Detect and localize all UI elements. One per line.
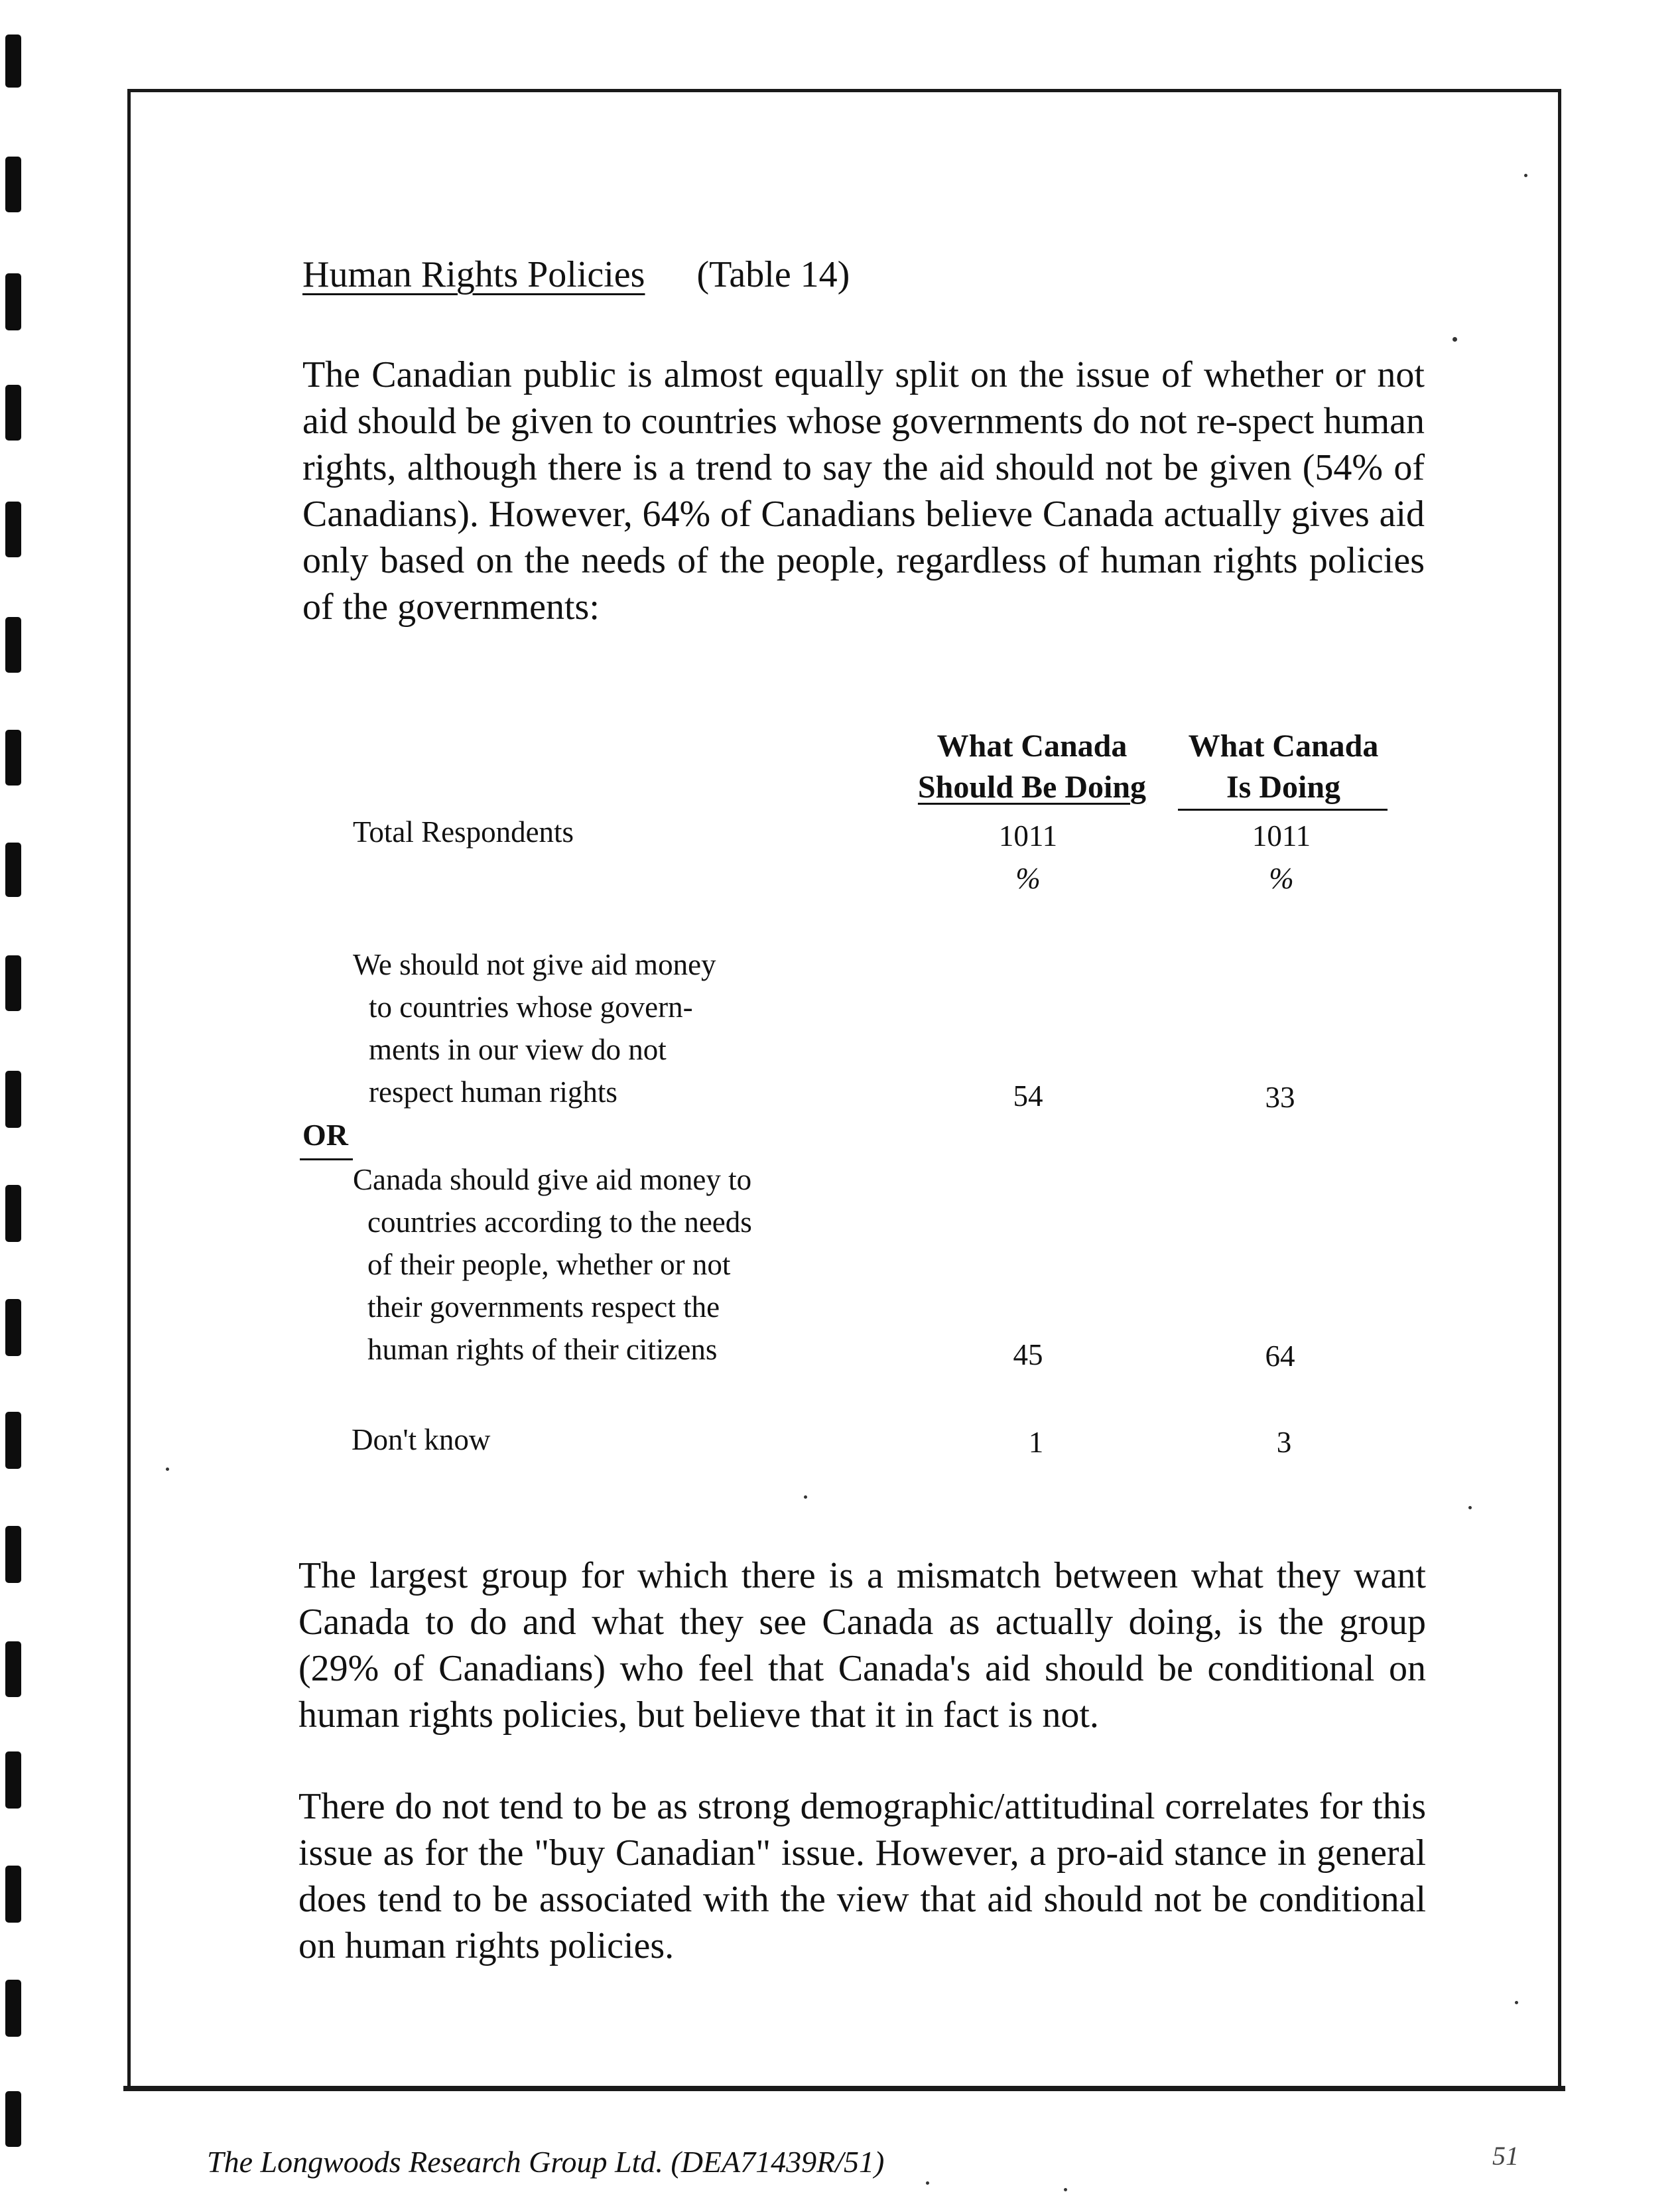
row1-value-should: 54 xyxy=(1013,1079,1043,1113)
column-header-should-be-doing xyxy=(899,726,1165,808)
page-border-bottom xyxy=(123,2086,1565,2091)
column-header-line-2: Should Be Doing xyxy=(917,770,1147,805)
row3-value-should: 1 xyxy=(1028,1426,1044,1459)
row-label-line: respect human rights xyxy=(369,1075,617,1109)
row2-value-is: 64 xyxy=(1265,1339,1295,1373)
or-underline xyxy=(300,1158,353,1160)
correlates-paragraph: There do not tend to be as strong demographic/attitudinal correlates for this issue as for the "buy Canadian" issue. However, a pro-aid stance in general does tend to be associated with the view that aid should not be conditional on human rights policies. xyxy=(298,1786,1426,1966)
total-value-should: 1011 xyxy=(998,819,1058,853)
total-respondents-label: Total Respondents xyxy=(353,815,574,849)
row-label-line: their governments respect the xyxy=(367,1290,720,1324)
row-label-line: ments in our view do not xyxy=(369,1033,667,1066)
row-label-line: to countries whose govern- xyxy=(369,991,693,1024)
column-header-line-2: Is Doing xyxy=(1226,770,1341,805)
page-number: 51 xyxy=(1492,2141,1519,2171)
row-label-dont-know: Don't know xyxy=(352,1423,491,1456)
row-label-needs-based xyxy=(353,1158,752,1371)
column-header-underline xyxy=(1178,809,1388,811)
row3-value-is: 3 xyxy=(1276,1426,1292,1459)
row2-value-should: 45 xyxy=(1013,1338,1043,1371)
column-header-line-1: What Canada xyxy=(937,728,1128,764)
row-label-line: countries according to the needs xyxy=(367,1205,752,1239)
row-label-line: Canada should give aid money to xyxy=(353,1163,752,1196)
row-label-line: human rights of their citizens xyxy=(367,1333,718,1366)
intro-paragraph: The Canadian public is almost equally split on the issue of whether or not aid should be given to countries whose governments do not re-spect human rights, although there is a trend to say the aid should not be given (54% of Canadians). However, 64% of Canadians believe Canada actually gives aid only based on the needs of the people, regardless of human rights policies of the governments: xyxy=(302,354,1425,628)
column-header-is-doing xyxy=(1174,726,1393,808)
row1-value-is: 33 xyxy=(1265,1081,1295,1114)
unit-is: % xyxy=(1269,862,1294,895)
mismatch-paragraph: The largest group for which there is a mismatch between what they want Canada to do and what they see Canada as actually doing, is the group (29% of Canadians) who feel that Canada's aid should be conditional on human rights policies, but believe that it in fact is not. xyxy=(298,1555,1426,1736)
table-reference: (Table 14) xyxy=(696,254,850,295)
section-title: Human Rights Policies xyxy=(302,254,645,295)
row-label-line: of their people, whether or not xyxy=(367,1248,731,1281)
unit-should: % xyxy=(1015,862,1041,895)
or-label: OR xyxy=(302,1118,348,1152)
row-label-no-aid xyxy=(353,943,716,1113)
total-value-is: 1011 xyxy=(1252,819,1311,853)
section-heading xyxy=(302,253,850,296)
column-header-line-1: What Canada xyxy=(1188,728,1379,764)
footer-company: The Longwoods Research Group Ltd. (DEA71439R/51) xyxy=(207,2145,885,2179)
row-label-line: We should not give aid money xyxy=(353,948,716,981)
